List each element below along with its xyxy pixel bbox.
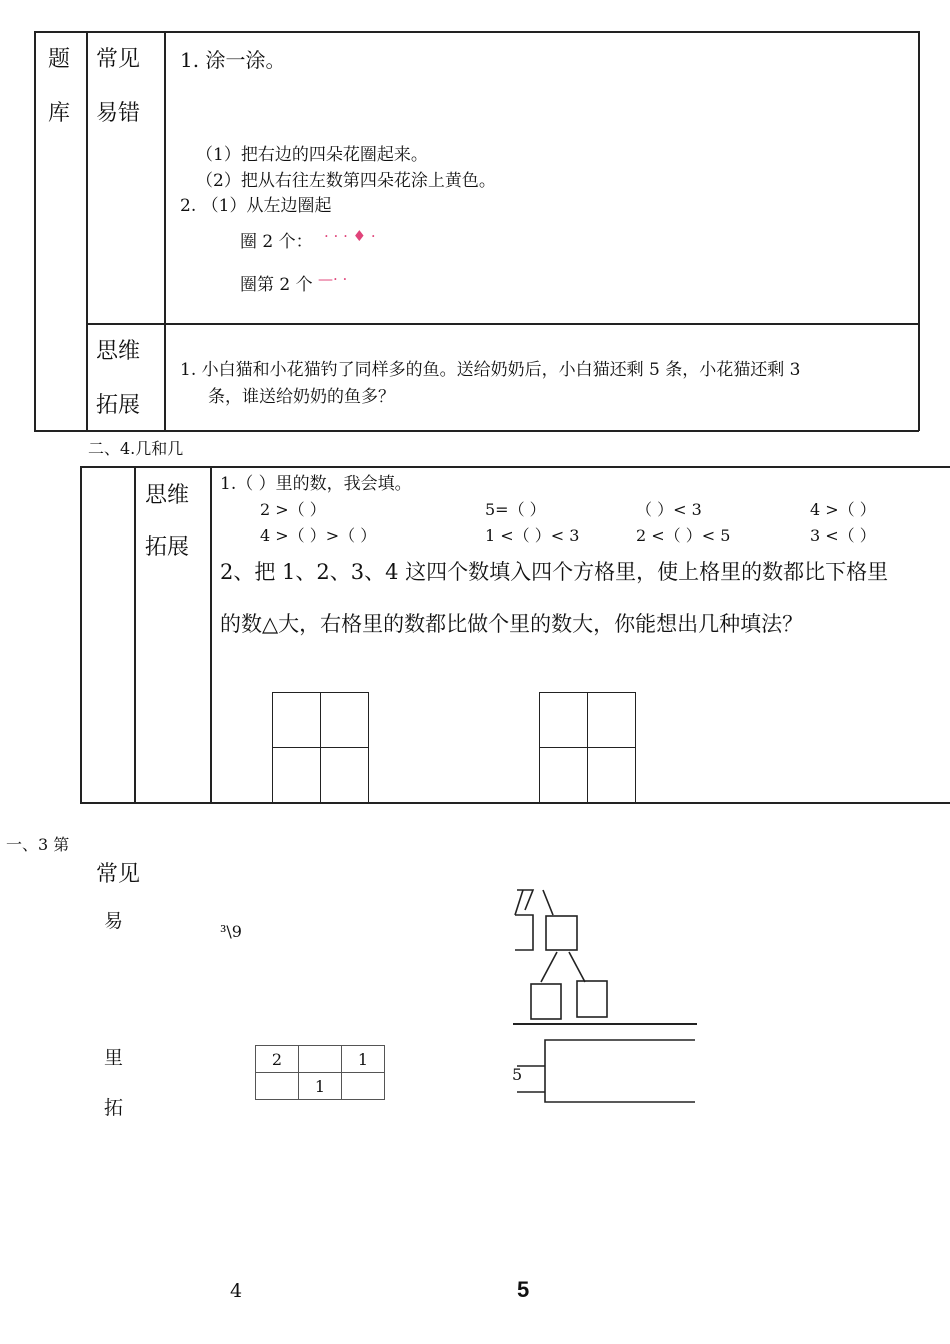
table1-q2: 2. （1）从左边圈起	[180, 196, 332, 216]
table2-row-a-2: 5=（ ）	[485, 500, 546, 519]
section3-fraction-text: ³\9	[220, 922, 242, 941]
table2-q2-line1: 2、把 1、2、3、4 这四个数填入四个方格里，使上格里的数都比下格里	[220, 560, 889, 584]
table2-label-line1: 思维	[145, 483, 190, 508]
table1-q1: 1. 涂一涂。	[180, 48, 286, 72]
table1-row2-q1-line1: 1. 小白猫和小花猫钓了同样多的鱼。送给奶奶后，小白猫还剩 5 条，小花猫还剩 3	[180, 360, 801, 380]
table-cell: 1	[299, 1073, 342, 1100]
table2-row-b-2: 1 <（ ）< 3	[485, 526, 580, 545]
section2-heading: 二、4.几和几	[88, 439, 184, 458]
table-cell	[299, 1046, 342, 1073]
section3-label-changjian: 常见	[96, 862, 141, 887]
table1-row2-label-line2: 拓展	[96, 393, 141, 418]
table1-row2-q1-line2: 条，谁送给奶奶的鱼多？	[208, 387, 395, 407]
table-row	[256, 1046, 385, 1073]
table1-q1-sub1: （1）把右边的四朵花圈起来。	[196, 145, 428, 165]
table2-label-line2: 拓展	[145, 535, 190, 560]
table1-col1-char2: 库	[48, 101, 71, 126]
table1-row1-label-line1: 常见	[96, 47, 141, 72]
table1-row1-label-line2: 易错	[96, 101, 141, 126]
table-cell: 2	[256, 1046, 299, 1073]
table2-row-a-3: （ ）< 3	[636, 500, 702, 519]
table1-circle-second-marks: —· ·	[318, 270, 348, 288]
table1-circle2-label: 圈 2 个：	[240, 232, 313, 252]
table-cell	[256, 1073, 299, 1100]
table2-row-b-1: 4 >（ ）>（ ）	[260, 526, 377, 545]
page-number-left: 4	[230, 1280, 243, 1302]
small-number-table	[255, 1045, 385, 1100]
table2-row-a-4: 4 >（ ）	[810, 500, 876, 519]
table2-row-a-1: 2 >（ ）	[260, 500, 326, 519]
table2-q2-line2: 的数△大，右格里的数都比做个里的数大，你能想出几种填法？	[220, 612, 804, 636]
page-number-center: 5	[517, 1277, 530, 1302]
table1-circle-second-label: 圈第 2 个	[240, 275, 313, 295]
section3-label-yi: 易	[104, 910, 124, 932]
table-cell: 1	[342, 1046, 385, 1073]
table1-row2-label-line1: 思维	[96, 339, 141, 364]
table2-row-b-4: 3 <（ ）	[810, 526, 876, 545]
table-row	[256, 1073, 385, 1100]
section3-stray-digit: 5	[512, 1065, 523, 1084]
table2-row-b-3: 2 <（ ）< 5	[636, 526, 731, 545]
table1-q1-sub2: （2）把从右往左数第四朵花涂上黄色。	[196, 171, 496, 191]
number-tree-diagram	[505, 880, 705, 1110]
section3-label-li: 里	[104, 1047, 124, 1069]
table1-col1-char1: 题	[48, 47, 71, 72]
section3-label-tuo: 拓	[104, 1097, 124, 1119]
section3-heading: 一、3 第	[6, 835, 70, 854]
table2-q1: 1.（ ）里的数，我会填。	[220, 474, 412, 494]
table-cell	[342, 1073, 385, 1100]
table1-circle2-dots: · · · ♦ ·	[324, 227, 376, 245]
